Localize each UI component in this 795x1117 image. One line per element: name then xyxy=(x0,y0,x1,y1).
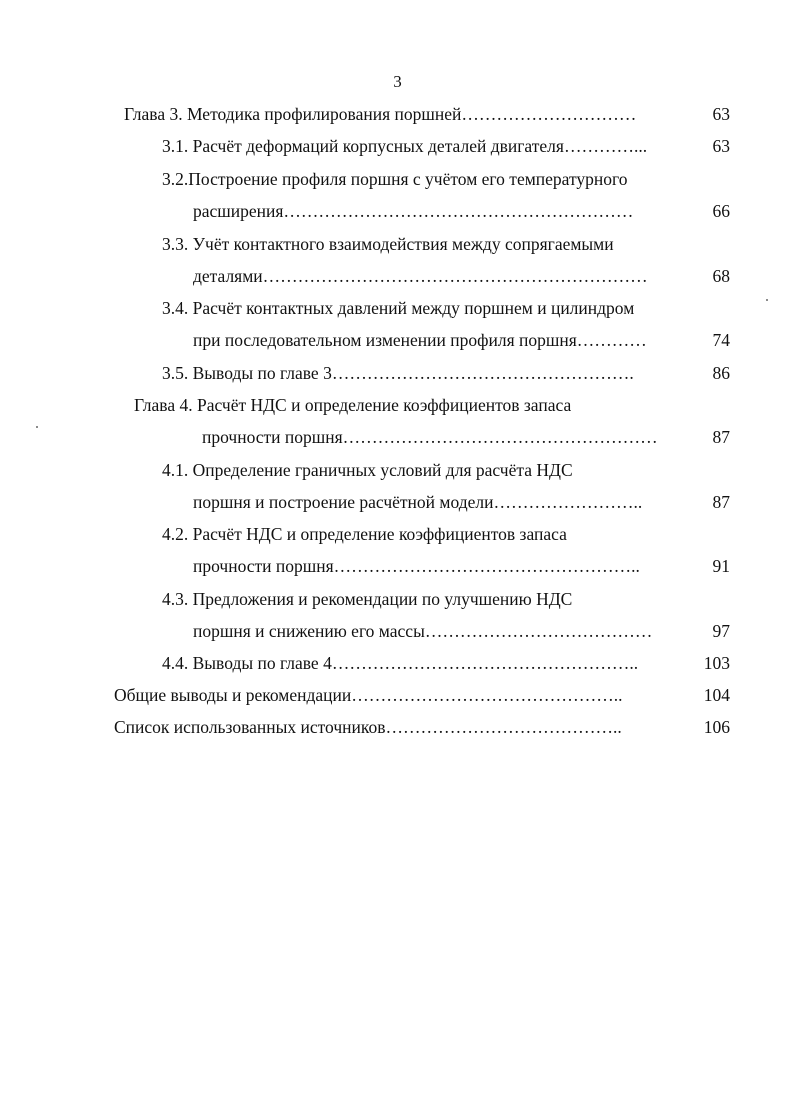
scan-speck xyxy=(36,426,38,428)
toc-section-3-1: 3.1. Расчёт деформаций корпусных деталей двигателя…………... xyxy=(162,136,648,156)
toc-section-3-2-line1: 3.2.Построение профиля поршня с учётом его температурного xyxy=(162,169,628,189)
toc-section-4-1-line1: 4.1. Определение граничных условий для расчёта НДС xyxy=(162,460,573,480)
toc-section-4-2-line1: 4.2. Расчёт НДС и определение коэффициентов запаса xyxy=(162,524,567,544)
toc-section-4-4: 4.4. Выводы по главе 4…………………………………………….. xyxy=(162,653,639,673)
toc-section-4-3-line2: поршня и снижению его массы………………………………… xyxy=(193,621,653,641)
toc-page-number: 97 xyxy=(712,621,730,641)
toc-page-number: 104 xyxy=(703,685,730,705)
toc-section-3-3-line1: 3.3. Учёт контактного взаимодействия между сопрягаемыми xyxy=(162,234,614,254)
toc-page-number: 63 xyxy=(712,104,730,124)
toc-page-number: 68 xyxy=(712,266,730,286)
toc-chapter-3-title: Глава 3. Методика профилирования поршней………………………… xyxy=(124,104,637,124)
toc-page-number: 106 xyxy=(703,717,730,737)
toc-page-number: 63 xyxy=(712,136,730,156)
toc-page-number: 87 xyxy=(712,427,730,447)
toc-page-number: 87 xyxy=(712,492,730,512)
toc-section-3-4-line1: 3.4. Расчёт контактных давлений между поршнем и цилиндром xyxy=(162,298,635,318)
toc-section-4-1-line2: поршня и построение расчётной модели…………………….. xyxy=(193,492,643,512)
toc-chapter-4-line2: прочности поршня……………………………………………… xyxy=(202,427,658,447)
toc-section-4-3-line1: 4.3. Предложения и рекомендации по улучшению НДС xyxy=(162,589,573,609)
toc-section-4-2-line2: прочности поршня…………………………………………….. xyxy=(193,556,640,576)
toc-references: Список использованных источников………………………………….. xyxy=(114,717,622,737)
toc-chapter-4-line1: Глава 4. Расчёт НДС и определение коэффициентов запаса xyxy=(134,395,572,415)
toc-page-number: 91 xyxy=(712,556,730,576)
toc-page-number: 66 xyxy=(712,201,730,221)
toc-section-3-2-line2: расширения…………………………………………………… xyxy=(193,201,634,221)
toc-page-number: 103 xyxy=(703,653,730,673)
toc-section-3-3-line2: деталями………………………………………………………… xyxy=(193,266,648,286)
toc-section-3-4-line2: при последовательном изменении профиля поршня………… xyxy=(193,330,647,350)
toc-section-3-5: 3.5. Выводы по главе 3……………………………………………. xyxy=(162,363,634,383)
toc-page-number: 74 xyxy=(712,330,730,350)
scan-speck xyxy=(766,299,768,301)
toc-general-conclusions: Общие выводы и рекомендации……………………………………….. xyxy=(114,685,623,705)
page-number: 3 xyxy=(393,72,402,91)
toc-page-number: 86 xyxy=(712,363,730,383)
